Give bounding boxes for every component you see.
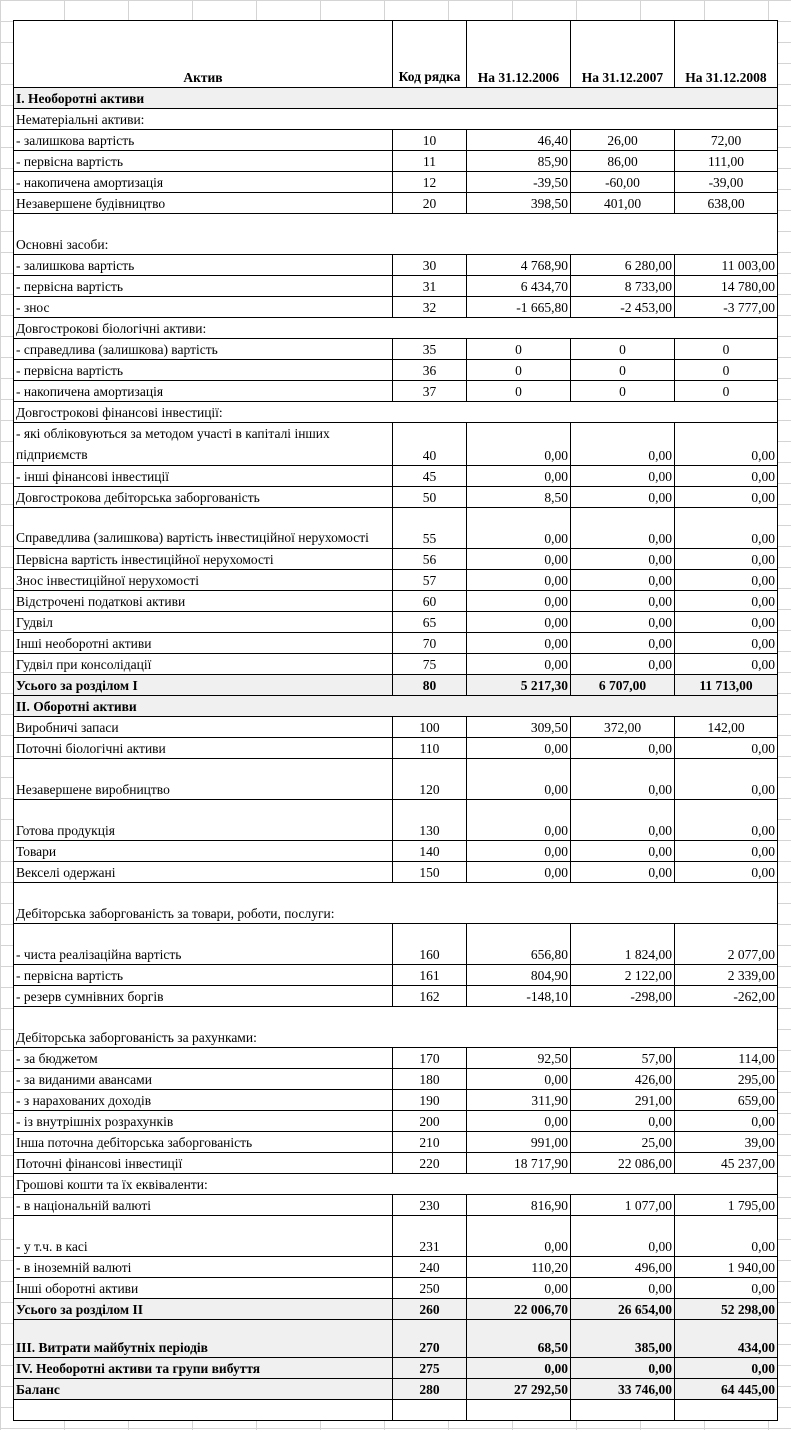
table-row <box>14 339 778 360</box>
empty-cell[interactable] <box>467 1400 571 1421</box>
row-code-cell[interactable]: 140 <box>393 841 467 862</box>
value-2008-cell[interactable]: 2 077,00 <box>675 924 778 965</box>
value-2008-cell[interactable]: 0,00 <box>675 633 778 654</box>
table-row <box>14 1111 778 1132</box>
value-2006-cell[interactable]: 0,00 <box>467 841 571 862</box>
row-label-cell[interactable]: - залишкова вартість <box>14 130 393 151</box>
table-row <box>14 1153 778 1174</box>
value-2008-cell[interactable]: 0,00 <box>675 841 778 862</box>
subgroup-label-cell[interactable]: Довгострокові фінансові інвестиції: <box>14 402 778 423</box>
value-2006-cell[interactable]: 0,00 <box>467 759 571 800</box>
row-label-cell[interactable]: - накопичена амортизація <box>14 381 393 402</box>
value-2007-cell[interactable]: 33 746,00 <box>571 1379 675 1400</box>
value-2008-cell[interactable]: 14 780,00 <box>675 276 778 297</box>
row-label-cell[interactable]: Баланс <box>14 1379 393 1400</box>
value-2006-cell[interactable]: 85,90 <box>467 151 571 172</box>
row-label-cell[interactable]: - накопичена амортизація <box>14 172 393 193</box>
row-code-cell[interactable]: 200 <box>393 1111 467 1132</box>
table-row <box>14 1320 778 1358</box>
table-body <box>14 88 778 1421</box>
value-2007-cell[interactable]: 86,00 <box>571 151 675 172</box>
row-label-cell[interactable]: - справедлива (залишкова) вартість <box>14 339 393 360</box>
value-2007-cell[interactable]: 22 086,00 <box>571 1153 675 1174</box>
row-code-cell[interactable]: 35 <box>393 339 467 360</box>
value-2008-cell[interactable]: 0,00 <box>675 591 778 612</box>
value-2008-cell[interactable]: 0,00 <box>675 738 778 759</box>
row-code-cell[interactable]: 120 <box>393 759 467 800</box>
value-2007-cell[interactable]: -2 453,00 <box>571 297 675 318</box>
value-2007-cell[interactable]: 26 654,00 <box>571 1299 675 1320</box>
value-2006-cell[interactable]: 0,00 <box>467 800 571 841</box>
value-2008-cell[interactable]: 1 940,00 <box>675 1257 778 1278</box>
row-code-cell[interactable]: 60 <box>393 591 467 612</box>
row-label-cell[interactable]: Незавершене будівництво <box>14 193 393 214</box>
value-2006-cell[interactable]: 311,90 <box>467 1090 571 1111</box>
value-2006-cell[interactable]: 0,00 <box>467 1216 571 1257</box>
table-row <box>14 549 778 570</box>
row-label-cell[interactable]: - знос <box>14 297 393 318</box>
row-label-cell[interactable]: Незавершене виробництво <box>14 759 393 800</box>
value-2008-cell[interactable]: 0,00 <box>675 487 778 508</box>
value-2006-cell[interactable]: 68,50 <box>467 1320 571 1358</box>
row-label-cell[interactable]: - залишкова вартість <box>14 255 393 276</box>
row-code-cell[interactable]: 80 <box>393 675 467 696</box>
row-label-cell[interactable]: ІІІ. Витрати майбутніх періодів <box>14 1320 393 1358</box>
value-2006-cell[interactable]: 0,00 <box>467 862 571 883</box>
value-2007-cell[interactable]: 6 280,00 <box>571 255 675 276</box>
value-2006-cell[interactable]: 0,00 <box>467 654 571 675</box>
table-row <box>14 696 778 717</box>
value-2006-cell[interactable]: 0,00 <box>467 508 571 549</box>
header-code[interactable]: Код рядка <box>393 21 467 88</box>
row-code-cell[interactable]: 161 <box>393 965 467 986</box>
value-2006-cell[interactable]: 5 217,30 <box>467 675 571 696</box>
header-2007[interactable]: На 31.12.2007 <box>571 21 675 88</box>
row-label-cell[interactable]: Інші необоротні активи <box>14 633 393 654</box>
table-row <box>14 172 778 193</box>
row-code-cell[interactable]: 170 <box>393 1048 467 1069</box>
table-row <box>14 297 778 318</box>
row-label-cell[interactable]: - за бюджетом <box>14 1048 393 1069</box>
subgroup-label-cell[interactable]: Нематеріальні активи: <box>14 109 778 130</box>
value-2006-cell[interactable]: 0,00 <box>467 612 571 633</box>
row-code-cell[interactable]: 55 <box>393 508 467 549</box>
table-row <box>14 402 778 423</box>
value-2007-cell[interactable]: 0,00 <box>571 466 675 487</box>
value-2007-cell[interactable]: 0,00 <box>571 508 675 549</box>
subgroup-label-cell[interactable]: Грошові кошти та їх еквіваленти: <box>14 1174 778 1195</box>
value-2006-cell[interactable]: 0,00 <box>467 1111 571 1132</box>
value-2006-cell[interactable]: 398,50 <box>467 193 571 214</box>
row-code-cell[interactable]: 240 <box>393 1257 467 1278</box>
balance-sheet-table <box>13 20 778 1421</box>
empty-cell[interactable] <box>393 1400 467 1421</box>
row-code-cell[interactable]: 30 <box>393 255 467 276</box>
row-label-cell[interactable]: Виробничі запаси <box>14 717 393 738</box>
value-2006-cell[interactable]: 804,90 <box>467 965 571 986</box>
row-code-cell[interactable]: 180 <box>393 1069 467 1090</box>
value-2007-cell[interactable]: 25,00 <box>571 1132 675 1153</box>
empty-cell[interactable] <box>675 1400 778 1421</box>
value-2008-cell[interactable]: 0,00 <box>675 549 778 570</box>
value-2008-cell[interactable]: 11 713,00 <box>675 675 778 696</box>
row-label-cell[interactable]: Векселі одержані <box>14 862 393 883</box>
value-2007-cell[interactable]: 401,00 <box>571 193 675 214</box>
table-row <box>14 130 778 151</box>
table-row <box>14 381 778 402</box>
value-2008-cell[interactable]: 111,00 <box>675 151 778 172</box>
row-code-cell[interactable]: 160 <box>393 924 467 965</box>
value-2007-cell[interactable]: 0 <box>571 360 675 381</box>
value-2007-cell[interactable]: 0,00 <box>571 1358 675 1379</box>
row-code-cell[interactable]: 45 <box>393 466 467 487</box>
row-label-cell[interactable]: Інша поточна дебіторська заборгованість <box>14 1132 393 1153</box>
value-2006-cell[interactable]: 4 768,90 <box>467 255 571 276</box>
table-row <box>14 1400 778 1421</box>
row-label-cell[interactable]: Готова продукція <box>14 800 393 841</box>
row-code-cell[interactable]: 110 <box>393 738 467 759</box>
value-2006-cell[interactable]: 0,00 <box>467 1278 571 1299</box>
value-2007-cell[interactable]: 0,00 <box>571 841 675 862</box>
value-2006-cell[interactable]: -1 665,80 <box>467 297 571 318</box>
value-2006-cell[interactable]: 309,50 <box>467 717 571 738</box>
value-2008-cell[interactable]: -39,00 <box>675 172 778 193</box>
header-row <box>14 21 778 88</box>
value-2008-cell[interactable]: 0,00 <box>675 800 778 841</box>
table-row <box>14 924 778 965</box>
row-label-cell[interactable]: - які обліковуються за методом участі в капіталі інших підприємств <box>14 423 393 466</box>
value-2007-cell[interactable]: 0,00 <box>571 549 675 570</box>
value-2008-cell[interactable]: 39,00 <box>675 1132 778 1153</box>
table-row <box>14 570 778 591</box>
value-2007-cell[interactable]: 0,00 <box>571 738 675 759</box>
value-2008-cell[interactable]: 0,00 <box>675 1111 778 1132</box>
subgroup-label-cell[interactable]: Дебіторська заборгованість за рахунками: <box>14 1007 778 1048</box>
value-2007-cell[interactable]: 0,00 <box>571 423 675 466</box>
value-2007-cell[interactable]: 0,00 <box>571 487 675 508</box>
row-label-cell[interactable]: - первісна вартість <box>14 965 393 986</box>
table-row <box>14 1195 778 1216</box>
value-2008-cell[interactable]: 0,00 <box>675 862 778 883</box>
header-2008[interactable]: На 31.12.2008 <box>675 21 778 88</box>
value-2007-cell[interactable]: 1 077,00 <box>571 1195 675 1216</box>
table-row <box>14 759 778 800</box>
row-label-cell[interactable]: - із внутрішніх розрахунків <box>14 1111 393 1132</box>
table-row <box>14 193 778 214</box>
table-row <box>14 255 778 276</box>
row-code-cell[interactable]: 31 <box>393 276 467 297</box>
section-header-cell[interactable]: І. Необоротні активи <box>14 88 778 109</box>
row-code-cell[interactable]: 231 <box>393 1216 467 1257</box>
row-label-cell[interactable]: Поточні біологічні активи <box>14 738 393 759</box>
value-2008-cell[interactable]: 0 <box>675 339 778 360</box>
row-code-cell[interactable]: 100 <box>393 717 467 738</box>
value-2006-cell[interactable]: 18 717,90 <box>467 1153 571 1174</box>
table-row <box>14 1299 778 1320</box>
value-2008-cell[interactable]: 64 445,00 <box>675 1379 778 1400</box>
value-2006-cell[interactable]: 27 292,50 <box>467 1379 571 1400</box>
table-row <box>14 1090 778 1111</box>
value-2007-cell[interactable]: 0,00 <box>571 759 675 800</box>
row-label-cell[interactable]: Довгострокова дебіторська заборгованість <box>14 487 393 508</box>
table-row <box>14 633 778 654</box>
row-code-cell[interactable]: 37 <box>393 381 467 402</box>
row-code-cell[interactable]: 56 <box>393 549 467 570</box>
value-2008-cell[interactable]: 1 795,00 <box>675 1195 778 1216</box>
row-label-cell[interactable]: Гудвіл <box>14 612 393 633</box>
value-2007-cell[interactable]: 0,00 <box>571 570 675 591</box>
value-2006-cell[interactable]: 92,50 <box>467 1048 571 1069</box>
value-2007-cell[interactable]: 8 733,00 <box>571 276 675 297</box>
value-2006-cell[interactable]: 6 434,70 <box>467 276 571 297</box>
row-label-cell[interactable]: - резерв сумнівних боргів <box>14 986 393 1007</box>
value-2007-cell[interactable]: 1 824,00 <box>571 924 675 965</box>
value-2007-cell[interactable]: 0,00 <box>571 654 675 675</box>
table-row <box>14 1069 778 1090</box>
table-row <box>14 1174 778 1195</box>
table-row <box>14 717 778 738</box>
row-code-cell[interactable]: 75 <box>393 654 467 675</box>
table-row <box>14 1358 778 1379</box>
row-label-cell[interactable]: - за виданими авансами <box>14 1069 393 1090</box>
row-label-cell[interactable]: Поточні фінансові інвестиції <box>14 1153 393 1174</box>
table-row <box>14 591 778 612</box>
table-row <box>14 423 778 466</box>
table-row <box>14 738 778 759</box>
row-code-cell[interactable]: 40 <box>393 423 467 466</box>
row-label-cell[interactable]: - первісна вартість <box>14 151 393 172</box>
value-2008-cell[interactable]: 0,00 <box>675 759 778 800</box>
value-2007-cell[interactable]: 0,00 <box>571 1278 675 1299</box>
value-2006-cell[interactable]: 46,40 <box>467 130 571 151</box>
table-row <box>14 965 778 986</box>
value-2006-cell[interactable]: 22 006,70 <box>467 1299 571 1320</box>
value-2008-cell[interactable]: 0,00 <box>675 570 778 591</box>
value-2007-cell[interactable]: -298,00 <box>571 986 675 1007</box>
header-asset[interactable]: Актив <box>14 21 393 88</box>
value-2008-cell[interactable]: 142,00 <box>675 717 778 738</box>
value-2007-cell[interactable]: 0,00 <box>571 800 675 841</box>
value-2007-cell[interactable]: 385,00 <box>571 1320 675 1358</box>
value-2007-cell[interactable]: 0,00 <box>571 1111 675 1132</box>
table-row <box>14 612 778 633</box>
value-2006-cell[interactable]: 656,80 <box>467 924 571 965</box>
row-label-cell[interactable]: - з нарахованих доходів <box>14 1090 393 1111</box>
row-code-cell[interactable]: 162 <box>393 986 467 1007</box>
value-2008-cell[interactable]: 295,00 <box>675 1069 778 1090</box>
table-row <box>14 675 778 696</box>
value-2008-cell[interactable]: 0,00 <box>675 466 778 487</box>
table-row <box>14 654 778 675</box>
row-code-cell[interactable]: 230 <box>393 1195 467 1216</box>
table-row <box>14 508 778 549</box>
row-code-cell[interactable]: 275 <box>393 1358 467 1379</box>
row-label-cell[interactable]: IV. Необоротні активи та групи вибуття <box>14 1358 393 1379</box>
subgroup-label-cell[interactable]: Дебіторська заборгованість за товари, роботи, послуги: <box>14 883 778 924</box>
value-2007-cell[interactable]: 6 707,00 <box>571 675 675 696</box>
table-row <box>14 360 778 381</box>
table-row <box>14 1278 778 1299</box>
value-2007-cell[interactable]: 0,00 <box>571 862 675 883</box>
row-code-cell[interactable]: 270 <box>393 1320 467 1358</box>
table-row <box>14 862 778 883</box>
value-2006-cell[interactable]: 8,50 <box>467 487 571 508</box>
value-2008-cell[interactable]: 52 298,00 <box>675 1299 778 1320</box>
value-2007-cell[interactable]: 26,00 <box>571 130 675 151</box>
section-header-cell[interactable]: ІІ. Оборотні активи <box>14 696 778 717</box>
table-row <box>14 318 778 339</box>
value-2008-cell[interactable]: 638,00 <box>675 193 778 214</box>
table-row <box>14 1257 778 1278</box>
value-2006-cell[interactable]: 0,00 <box>467 633 571 654</box>
row-label-cell[interactable]: - в національній валюті <box>14 1195 393 1216</box>
row-code-cell[interactable]: 20 <box>393 193 467 214</box>
table-row <box>14 487 778 508</box>
value-2008-cell[interactable]: 0,00 <box>675 1216 778 1257</box>
value-2008-cell[interactable]: 45 237,00 <box>675 1153 778 1174</box>
value-2008-cell[interactable]: -262,00 <box>675 986 778 1007</box>
value-2008-cell[interactable]: 72,00 <box>675 130 778 151</box>
value-2007-cell[interactable]: 2 122,00 <box>571 965 675 986</box>
table-row <box>14 1132 778 1153</box>
row-label-cell[interactable]: Товари <box>14 841 393 862</box>
table-row <box>14 1048 778 1069</box>
value-2008-cell[interactable]: 0 <box>675 381 778 402</box>
value-2006-cell[interactable]: 0,00 <box>467 570 571 591</box>
value-2006-cell[interactable]: 0,00 <box>467 591 571 612</box>
row-code-cell[interactable]: 12 <box>393 172 467 193</box>
subgroup-label-cell[interactable]: Основні засоби: <box>14 214 778 255</box>
row-code-cell[interactable]: 220 <box>393 1153 467 1174</box>
empty-cell[interactable] <box>571 1400 675 1421</box>
row-code-cell[interactable]: 250 <box>393 1278 467 1299</box>
row-label-cell[interactable]: - чиста реалізаційна вартість <box>14 924 393 965</box>
row-code-cell[interactable]: 50 <box>393 487 467 508</box>
table-row <box>14 214 778 255</box>
row-label-cell[interactable]: Інші оборотні активи <box>14 1278 393 1299</box>
value-2006-cell[interactable]: 0,00 <box>467 466 571 487</box>
value-2007-cell[interactable]: 0,00 <box>571 1216 675 1257</box>
value-2008-cell[interactable]: 11 003,00 <box>675 255 778 276</box>
value-2006-cell[interactable]: 0,00 <box>467 549 571 570</box>
row-label-cell[interactable]: Знос інвестиційної нерухомості <box>14 570 393 591</box>
table-row <box>14 986 778 1007</box>
row-code-cell[interactable]: 190 <box>393 1090 467 1111</box>
value-2008-cell[interactable]: 0,00 <box>675 612 778 633</box>
row-label-cell[interactable]: Усього за розділом ІІ <box>14 1299 393 1320</box>
value-2008-cell[interactable]: 0,00 <box>675 654 778 675</box>
row-code-cell[interactable]: 150 <box>393 862 467 883</box>
value-2008-cell[interactable]: 659,00 <box>675 1090 778 1111</box>
table-row <box>14 883 778 924</box>
value-2007-cell[interactable]: 426,00 <box>571 1069 675 1090</box>
empty-cell[interactable] <box>14 1400 393 1421</box>
table-row <box>14 151 778 172</box>
row-code-cell[interactable]: 57 <box>393 570 467 591</box>
table-row <box>14 88 778 109</box>
value-2006-cell[interactable]: 0 <box>467 381 571 402</box>
row-code-cell[interactable]: 32 <box>393 297 467 318</box>
row-code-cell[interactable]: 70 <box>393 633 467 654</box>
row-code-cell[interactable]: 11 <box>393 151 467 172</box>
table-row <box>14 109 778 130</box>
table-row <box>14 466 778 487</box>
value-2007-cell[interactable]: 0 <box>571 339 675 360</box>
value-2008-cell[interactable]: 0,00 <box>675 1358 778 1379</box>
value-2007-cell[interactable]: 0,00 <box>571 633 675 654</box>
value-2008-cell[interactable]: 434,00 <box>675 1320 778 1358</box>
header-2006[interactable]: На 31.12.2006 <box>467 21 571 88</box>
value-2008-cell[interactable]: 0,00 <box>675 508 778 549</box>
table-row <box>14 841 778 862</box>
value-2008-cell[interactable]: 0,00 <box>675 1278 778 1299</box>
value-2006-cell[interactable]: 0 <box>467 339 571 360</box>
row-label-cell[interactable]: Первісна вартість інвестиційної нерухомості <box>14 549 393 570</box>
table-row <box>14 1379 778 1400</box>
value-2007-cell[interactable]: 291,00 <box>571 1090 675 1111</box>
value-2007-cell[interactable]: -60,00 <box>571 172 675 193</box>
row-code-cell[interactable]: 65 <box>393 612 467 633</box>
value-2007-cell[interactable]: 0 <box>571 381 675 402</box>
table-row <box>14 1216 778 1257</box>
row-label-cell[interactable]: Гудвіл при консолідації <box>14 654 393 675</box>
table-row <box>14 1007 778 1048</box>
row-label-cell[interactable]: - в іноземній валюті <box>14 1257 393 1278</box>
value-2007-cell[interactable]: 496,00 <box>571 1257 675 1278</box>
value-2007-cell[interactable]: 0,00 <box>571 591 675 612</box>
value-2008-cell[interactable]: 114,00 <box>675 1048 778 1069</box>
value-2008-cell[interactable]: 0 <box>675 360 778 381</box>
value-2006-cell[interactable]: 110,20 <box>467 1257 571 1278</box>
row-label-cell[interactable]: Відстрочені податкові активи <box>14 591 393 612</box>
value-2006-cell[interactable]: 0,00 <box>467 738 571 759</box>
value-2006-cell[interactable]: 0,00 <box>467 423 571 466</box>
value-2007-cell[interactable]: 57,00 <box>571 1048 675 1069</box>
value-2006-cell[interactable]: 0 <box>467 360 571 381</box>
row-code-cell[interactable]: 130 <box>393 800 467 841</box>
value-2006-cell[interactable]: 816,90 <box>467 1195 571 1216</box>
value-2006-cell[interactable]: -39,50 <box>467 172 571 193</box>
value-2008-cell[interactable]: 0,00 <box>675 423 778 466</box>
row-label-cell[interactable]: - первісна вартість <box>14 276 393 297</box>
table-row <box>14 800 778 841</box>
row-label-cell[interactable]: - у т.ч. в касі <box>14 1216 393 1257</box>
value-2006-cell[interactable]: 0,00 <box>467 1069 571 1090</box>
row-label-cell[interactable]: - первісна вартість <box>14 360 393 381</box>
value-2007-cell[interactable]: 372,00 <box>571 717 675 738</box>
row-label-cell[interactable]: Усього за розділом І <box>14 675 393 696</box>
value-2006-cell[interactable]: -148,10 <box>467 986 571 1007</box>
value-2008-cell[interactable]: 2 339,00 <box>675 965 778 986</box>
row-label-cell[interactable]: - інші фінансові інвестиції <box>14 466 393 487</box>
value-2007-cell[interactable]: 0,00 <box>571 612 675 633</box>
row-code-cell[interactable]: 210 <box>393 1132 467 1153</box>
value-2008-cell[interactable]: -3 777,00 <box>675 297 778 318</box>
table-row <box>14 276 778 297</box>
subgroup-label-cell[interactable]: Довгострокові біологічні активи: <box>14 318 778 339</box>
row-label-cell[interactable]: Справедлива (залишкова) вартість інвестиційної нерухомості <box>14 508 393 549</box>
value-2006-cell[interactable]: 0,00 <box>467 1358 571 1379</box>
row-code-cell[interactable]: 260 <box>393 1299 467 1320</box>
row-code-cell[interactable]: 10 <box>393 130 467 151</box>
value-2006-cell[interactable]: 991,00 <box>467 1132 571 1153</box>
row-code-cell[interactable]: 280 <box>393 1379 467 1400</box>
row-code-cell[interactable]: 36 <box>393 360 467 381</box>
